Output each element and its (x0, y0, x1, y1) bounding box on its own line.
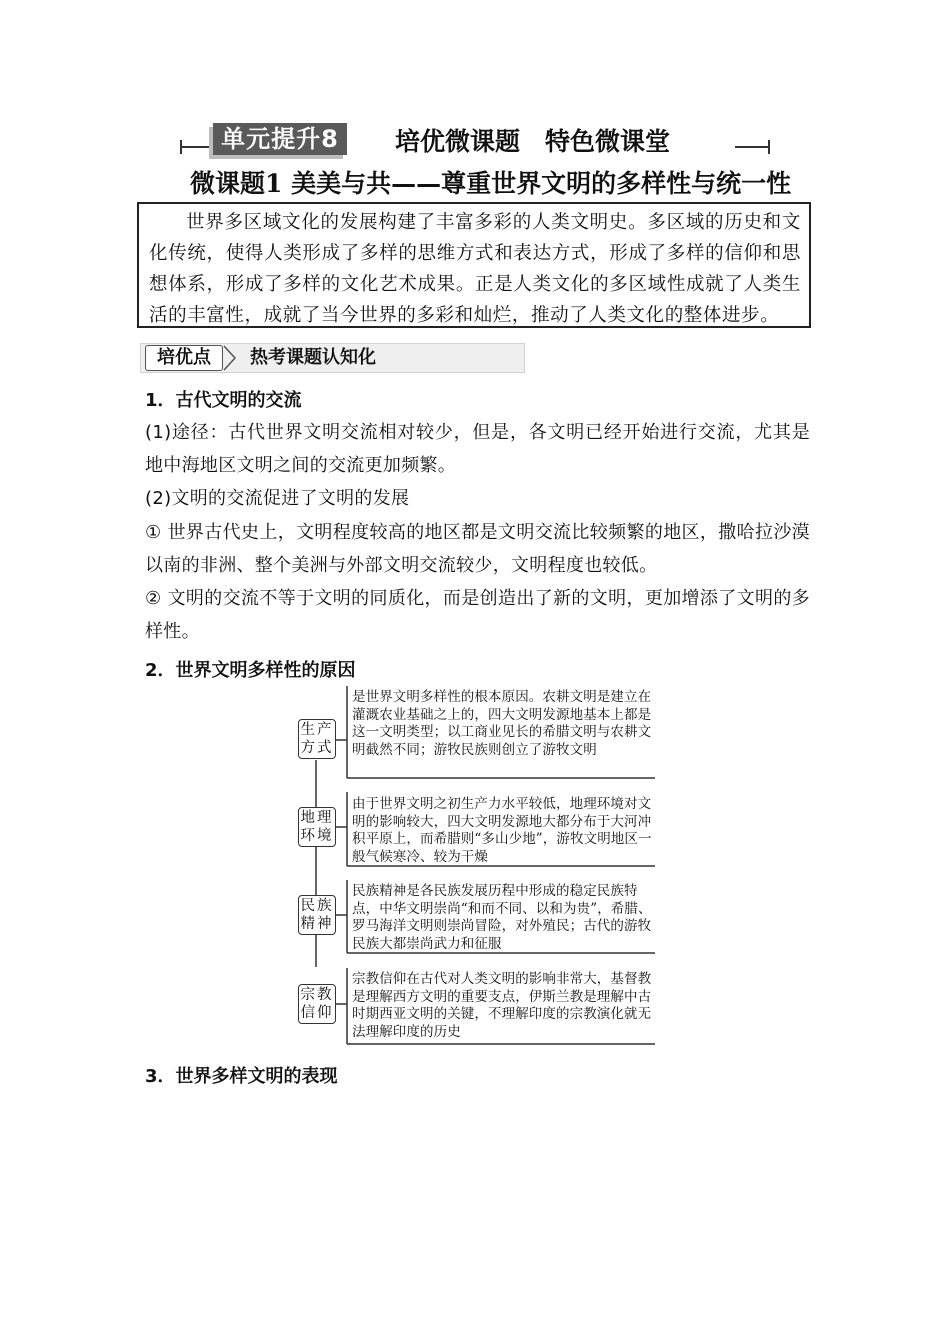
cause-box-label: 生产 (300, 722, 334, 738)
cause-desc-religion: 宗教信仰在古代对人类文明的影响非常大，基督教是理解西方文明的重要支点，伊斯兰教是理解中古时期西亚文明的关键，不理解印度的宗教演化就无法理解印度的历史 (352, 971, 652, 1040)
cause-box-label: 方式 (300, 740, 334, 756)
header-rule-left-tick (180, 140, 182, 154)
section-1-heading: 1．古代文明的交流 (145, 390, 302, 411)
cause-box-religion (298, 984, 336, 1024)
page-title: 培优微课题 特色微课堂 (395, 127, 671, 156)
header-rule-right-tick (768, 140, 770, 154)
cause-desc-national-spirit: 民族精神是各民族发展历程中形成的稳定民族特点，中华文明崇尚“和而不同、以和为贵”，希腊、罗马海洋文明则崇尚冒险，对外殖民；古代的游牧民族大都崇尚武力和征服 (352, 883, 652, 952)
section-1-para-1: (1)途径：古代世界文明交流相对较少，但是，各文明已经开始进行交流，尤其是地中海地区文明之间的交流更加频繁。 (145, 422, 810, 476)
header-rule-right (735, 146, 770, 148)
section-tag-text: 热考课题认知化 (250, 347, 376, 368)
section-1-para-2: (2)文明的交流促进了文明的发展 (145, 488, 410, 509)
section-2-heading: 2．世界文明多样性的原因 (145, 660, 356, 681)
cause-desc-production: 是世界文明多样性的根本原因。农耕文明是建立在灌溉农业基础之上的，四大文明发源地基本上都是这一文明类型；以工商业见长的希腊文明与农耕文明截然不同；游牧民族则创立了游牧文明 (352, 689, 652, 758)
unit-badge: 单元提升8 (213, 123, 347, 155)
cause-box-label: 地理 (300, 810, 334, 826)
cause-box-label: 民族 (300, 898, 334, 914)
cause-box-label: 宗教 (300, 987, 334, 1003)
cause-box-label: 信仰 (300, 1005, 334, 1021)
cause-box-label: 精神 (300, 916, 334, 932)
intro-box: 世界多区域文化的发展构建了丰富多彩的人类文明史。多区域的历史和文化传统，使得人类形成了多样的思维方式和表达方式，形成了多样的信仰和思想体系，形成了多样的文化艺术成果。正是人类文化的多区域性成就了人类生活的丰富性，成就了当今世界的多彩和灿烂，推动了人类文化的整体进步。 (137, 202, 811, 328)
section-1-para-4: ② 文明的交流不等于文明的同质化，而是创造出了新的文明，更加增添了文明的多样性。 (145, 588, 810, 642)
section-1-para-3: ① 世界古代史上，文明程度较高的地区都是文明交流比较频繁的地区，撒哈拉沙漠以南的非洲、整个美洲与外部文明交流较少，文明程度也较低。 (145, 522, 810, 576)
cause-box-label: 环境 (300, 828, 334, 844)
cause-box-national-spirit (298, 895, 336, 935)
cause-box-production (298, 719, 336, 759)
cause-box-geography (298, 807, 336, 847)
section-tag-label: 培优点 (145, 345, 223, 371)
chevron-right-icon (223, 345, 237, 371)
section-3-heading: 3．世界多样文明的表现 (145, 1066, 338, 1087)
page-subtitle: 微课题1 美美与共——尊重世界文明的多样性与统一性 (190, 169, 792, 198)
cause-desc-geography: 由于世界文明之初生产力水平较低，地理环境对文明的影响较大，四大文明发源地大都分布于大河冲积平原上，而希腊则“多山少地”，游牧文明地区一般气候寒冷、较为干燥 (352, 796, 652, 865)
